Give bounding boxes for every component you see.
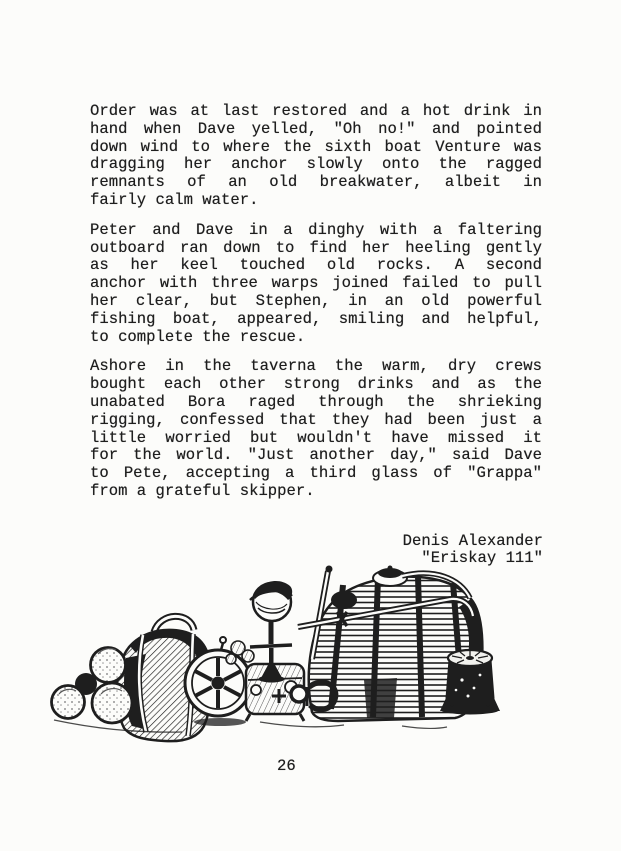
paragraph — [90, 358, 542, 500]
bucket — [440, 650, 500, 715]
text-line: unabated Bora raged through the shrieking — [90, 393, 542, 411]
author-name: Denis Alexander — [402, 532, 543, 550]
text-line: dragging her anchor slowly onto the ragged — [90, 156, 542, 174]
paragraph — [90, 222, 542, 347]
text-line: to Pete, accepting a third glass of "Grappa" — [90, 465, 542, 483]
text-line: anchor with three warps joined failed to pull — [90, 275, 542, 293]
paragraph — [90, 103, 542, 210]
text-line: outboard ran down to find her heeling gently — [90, 239, 542, 257]
page-number: 26 — [277, 757, 296, 775]
text-line: bought each other strong drinks and as the — [90, 376, 542, 394]
text-line: Order was at last restored and a hot drink in — [90, 103, 542, 120]
net-floats — [52, 648, 133, 724]
text-line: Peter and Dave in a dinghy with a faltering — [90, 221, 542, 239]
kettle-on-bale — [373, 566, 407, 587]
text-line: Ashore in the taverna the warm, dry crews — [90, 358, 542, 376]
vessel-name: "Eriskay 111" — [421, 549, 543, 568]
article-body — [90, 103, 542, 513]
text-line: for the world. "Just another day," said Dave — [90, 447, 542, 465]
text-line: down wind to where the sixth boat Venture was — [90, 138, 542, 156]
text-line: little worried but wouldn't have missed it — [90, 429, 542, 447]
nautical-gear-illustration — [42, 560, 547, 745]
text-line: as her keel touched old rocks. A second — [90, 257, 542, 275]
text-line: fishing boat, appeared, smiling and helpful, — [90, 310, 542, 328]
text-line: fairly calm water. — [90, 191, 259, 209]
text-line: her clear, but Stephen, in an old powerful — [90, 292, 542, 310]
text-line: remnants of an old breakwater, albeit in — [90, 174, 542, 192]
text-line: hand when Dave yelled, "Oh no!" and pointed — [90, 120, 542, 138]
text-line: to complete the rescue. — [90, 328, 306, 346]
text-line: from a grateful skipper. — [90, 482, 315, 500]
text-line: rigging, confessed that they had been just a — [90, 411, 542, 429]
